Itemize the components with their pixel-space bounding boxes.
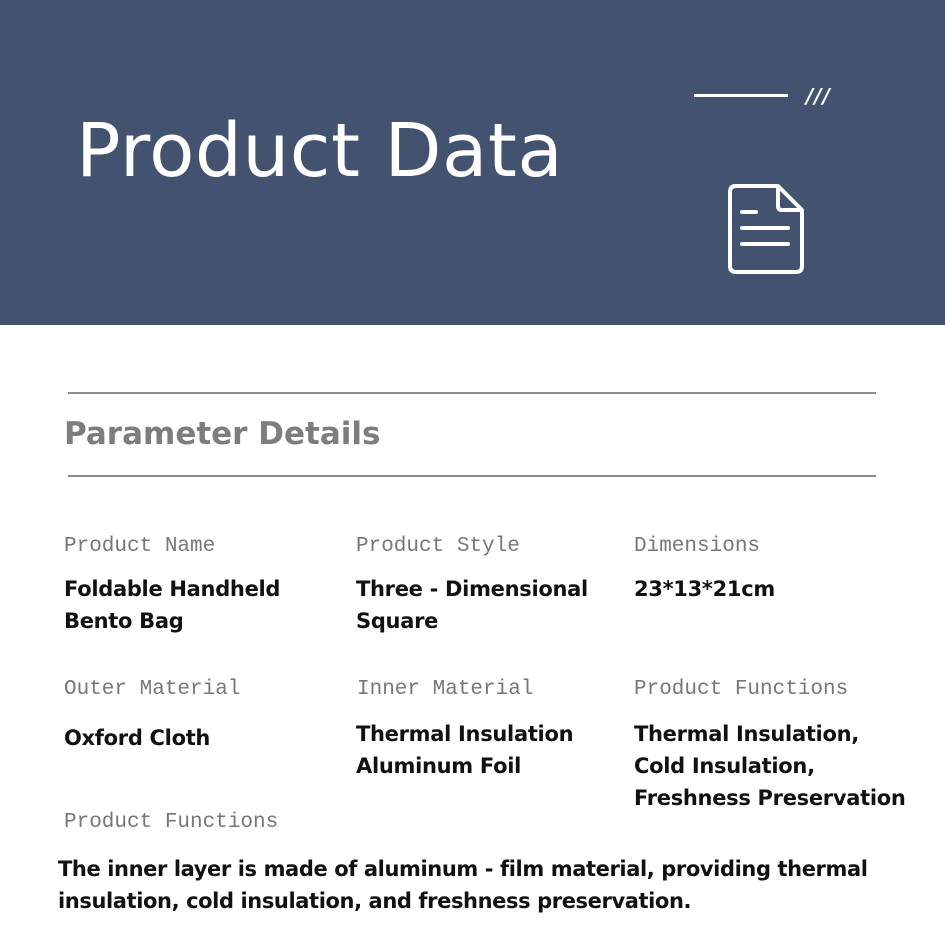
outer-material-value: Oxford Cloth: [64, 726, 211, 750]
bottom-divider: [68, 475, 876, 477]
decorative-line: [694, 94, 788, 97]
header-banner: [0, 0, 945, 325]
product-style-value: Three - Dimensional Square: [356, 577, 588, 633]
top-divider: [68, 392, 876, 394]
dimensions-label: Dimensions: [634, 535, 761, 558]
product-name-label: Product Name: [64, 535, 216, 558]
product-name-value: Foldable Handheld Bento Bag: [64, 577, 281, 633]
document-icon: [726, 182, 806, 276]
description-label: Product Functions: [64, 811, 279, 834]
product-functions-value: Thermal Insulation, Cold Insulation, Freshness Preservation: [634, 722, 906, 810]
product-functions-description: The inner layer is made of aluminum - film material, providing thermal insulation, cold insulation, and freshness preservation.: [58, 857, 868, 913]
outer-material-label: Outer Material: [64, 678, 241, 701]
inner-material-value: Thermal Insulation Aluminum Foil: [356, 722, 574, 778]
product-style-label: Product Style: [356, 535, 520, 558]
dimensions-value: 23*13*21cm: [634, 577, 775, 601]
inner-material-label: Inner Material: [357, 678, 534, 701]
decorative-slashes: ///: [806, 84, 831, 108]
product-functions-label: Product Functions: [634, 678, 849, 701]
section-title: Parameter Details: [64, 416, 381, 452]
page-title: Product Data: [76, 108, 564, 194]
